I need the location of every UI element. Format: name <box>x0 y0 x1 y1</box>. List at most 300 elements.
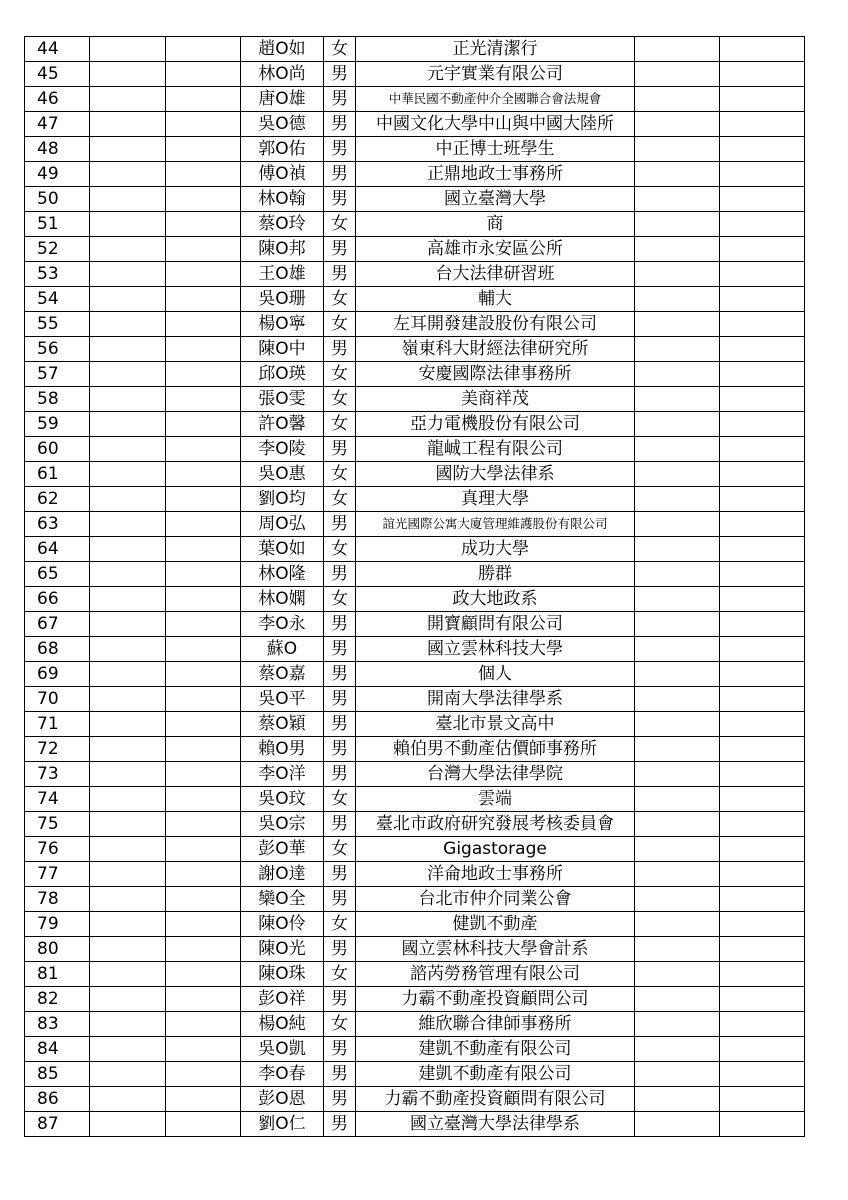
blank-cell <box>720 937 805 962</box>
blank-cell <box>166 762 241 787</box>
blank-cell <box>166 787 241 812</box>
blank-cell <box>720 212 805 237</box>
blank-cell <box>90 62 166 87</box>
blank-cell <box>90 387 166 412</box>
blank-cell <box>90 462 166 487</box>
gender-cell: 女 <box>324 537 356 562</box>
gender-cell: 男 <box>324 137 356 162</box>
name-cell: 張O雯 <box>241 387 324 412</box>
table-row <box>25 87 805 112</box>
blank-cell <box>90 187 166 212</box>
row-number-cell: 78 <box>25 887 90 912</box>
blank-cell <box>166 687 241 712</box>
row-number-cell: 87 <box>25 1112 90 1137</box>
row-number-cell: 79 <box>25 912 90 937</box>
row-number-cell: 66 <box>25 587 90 612</box>
name-cell: 林O尚 <box>241 62 324 87</box>
blank-cell <box>166 1037 241 1062</box>
blank-cell <box>720 912 805 937</box>
organization-cell: 國立臺灣大學 <box>356 187 635 212</box>
blank-cell <box>90 312 166 337</box>
blank-cell <box>635 162 720 187</box>
gender-cell: 男 <box>324 737 356 762</box>
name-cell: 蔡O嘉 <box>241 662 324 687</box>
blank-cell <box>720 887 805 912</box>
gender-cell: 男 <box>324 112 356 137</box>
name-cell: 劉O均 <box>241 487 324 512</box>
organization-cell: 正光清潔行 <box>356 37 635 62</box>
blank-cell <box>720 1012 805 1037</box>
row-number-cell: 81 <box>25 962 90 987</box>
table-row <box>25 262 805 287</box>
blank-cell <box>166 537 241 562</box>
organization-cell: 國立雲林科技大學會計系 <box>356 937 635 962</box>
blank-cell <box>90 637 166 662</box>
name-cell: 陳O珠 <box>241 962 324 987</box>
blank-cell <box>635 187 720 212</box>
blank-cell <box>635 87 720 112</box>
name-cell: 傅O禎 <box>241 162 324 187</box>
blank-cell <box>635 537 720 562</box>
name-cell: 邱O瑛 <box>241 362 324 387</box>
organization-cell: 中國文化大學中山與中國大陸所 <box>356 112 635 137</box>
table-row <box>25 487 805 512</box>
table-row <box>25 912 805 937</box>
name-cell: 陳O中 <box>241 337 324 362</box>
blank-cell <box>166 612 241 637</box>
row-number-cell: 57 <box>25 362 90 387</box>
name-cell: 吳O凱 <box>241 1037 324 1062</box>
blank-cell <box>90 1012 166 1037</box>
table-row <box>25 162 805 187</box>
blank-cell <box>635 937 720 962</box>
gender-cell: 男 <box>324 887 356 912</box>
blank-cell <box>635 912 720 937</box>
row-number-cell: 48 <box>25 137 90 162</box>
organization-cell: 真理大學 <box>356 487 635 512</box>
blank-cell <box>90 987 166 1012</box>
blank-cell <box>166 37 241 62</box>
blank-cell <box>720 812 805 837</box>
organization-cell: Gigastorage <box>356 837 635 862</box>
blank-cell <box>720 1112 805 1137</box>
row-number-cell: 61 <box>25 462 90 487</box>
organization-cell: 勝群 <box>356 562 635 587</box>
blank-cell <box>90 512 166 537</box>
table-row <box>25 1087 805 1112</box>
table-row <box>25 762 805 787</box>
row-number-cell: 76 <box>25 837 90 862</box>
row-number-cell: 49 <box>25 162 90 187</box>
row-number-cell: 82 <box>25 987 90 1012</box>
blank-cell <box>720 712 805 737</box>
name-cell: 彭O恩 <box>241 1087 324 1112</box>
blank-cell <box>635 837 720 862</box>
table-row <box>25 237 805 262</box>
organization-cell: 亞力電機股份有限公司 <box>356 412 635 437</box>
organization-cell: 誼光國際公寓大廈管理維護股份有限公司 <box>356 512 635 537</box>
organization-cell: 台北市仲介同業公會 <box>356 887 635 912</box>
gender-cell: 女 <box>324 37 356 62</box>
blank-cell <box>720 1062 805 1087</box>
organization-cell: 龍峸工程有限公司 <box>356 437 635 462</box>
organization-cell: 臺北市政府研究發展考核委員會 <box>356 812 635 837</box>
blank-cell <box>166 1087 241 1112</box>
row-number-cell: 45 <box>25 62 90 87</box>
blank-cell <box>166 287 241 312</box>
blank-cell <box>635 1062 720 1087</box>
organization-cell: 元宇實業有限公司 <box>356 62 635 87</box>
table-row <box>25 712 805 737</box>
name-cell: 陳O邦 <box>241 237 324 262</box>
row-number-cell: 46 <box>25 87 90 112</box>
organization-cell: 政大地政系 <box>356 587 635 612</box>
blank-cell <box>90 362 166 387</box>
blank-cell <box>166 512 241 537</box>
blank-cell <box>166 1112 241 1137</box>
table-row <box>25 837 805 862</box>
blank-cell <box>90 962 166 987</box>
table-row <box>25 687 805 712</box>
organization-cell: 正鼎地政士事務所 <box>356 162 635 187</box>
blank-cell <box>90 112 166 137</box>
blank-cell <box>90 337 166 362</box>
blank-cell <box>635 487 720 512</box>
blank-cell <box>90 687 166 712</box>
blank-cell <box>90 837 166 862</box>
blank-cell <box>90 37 166 62</box>
organization-cell: 維欣聯合律師事務所 <box>356 1012 635 1037</box>
gender-cell: 女 <box>324 487 356 512</box>
blank-cell <box>635 987 720 1012</box>
table-row <box>25 1012 805 1037</box>
blank-cell <box>720 737 805 762</box>
blank-cell <box>635 787 720 812</box>
table-row <box>25 562 805 587</box>
organization-cell: 中正博士班學生 <box>356 137 635 162</box>
table-row <box>25 637 805 662</box>
row-number-cell: 63 <box>25 512 90 537</box>
blank-cell <box>166 312 241 337</box>
blank-cell <box>635 1037 720 1062</box>
row-number-cell: 72 <box>25 737 90 762</box>
row-number-cell: 84 <box>25 1037 90 1062</box>
blank-cell <box>90 887 166 912</box>
blank-cell <box>90 287 166 312</box>
blank-cell <box>90 562 166 587</box>
name-cell: 吳O德 <box>241 112 324 137</box>
blank-cell <box>166 187 241 212</box>
name-cell: 李O永 <box>241 612 324 637</box>
row-number-cell: 77 <box>25 862 90 887</box>
blank-cell <box>166 562 241 587</box>
gender-cell: 女 <box>324 412 356 437</box>
row-number-cell: 73 <box>25 762 90 787</box>
gender-cell: 男 <box>324 1037 356 1062</box>
blank-cell <box>720 237 805 262</box>
blank-cell <box>166 887 241 912</box>
organization-cell: 國防大學法律系 <box>356 462 635 487</box>
blank-cell <box>90 737 166 762</box>
name-cell: 吳O平 <box>241 687 324 712</box>
gender-cell: 男 <box>324 337 356 362</box>
blank-cell <box>635 62 720 87</box>
blank-cell <box>720 462 805 487</box>
row-number-cell: 44 <box>25 37 90 62</box>
blank-cell <box>635 962 720 987</box>
name-cell: 彭O華 <box>241 837 324 862</box>
row-number-cell: 67 <box>25 612 90 637</box>
blank-cell <box>166 962 241 987</box>
table-row <box>25 937 805 962</box>
blank-cell <box>166 1012 241 1037</box>
blank-cell <box>635 1087 720 1112</box>
gender-cell: 男 <box>324 987 356 1012</box>
organization-cell: 中華民國不動產仲介全國聯合會法規會 <box>356 87 635 112</box>
table-row <box>25 112 805 137</box>
table-row <box>25 1112 805 1137</box>
gender-cell: 男 <box>324 237 356 262</box>
table-row <box>25 187 805 212</box>
name-cell: 蔡O玲 <box>241 212 324 237</box>
gender-cell: 女 <box>324 912 356 937</box>
table-row <box>25 812 805 837</box>
table-row <box>25 987 805 1012</box>
blank-cell <box>635 587 720 612</box>
row-number-cell: 86 <box>25 1087 90 1112</box>
organization-cell: 國立雲林科技大學 <box>356 637 635 662</box>
blank-cell <box>720 187 805 212</box>
blank-cell <box>90 262 166 287</box>
blank-cell <box>635 437 720 462</box>
blank-cell <box>166 437 241 462</box>
gender-cell: 女 <box>324 287 356 312</box>
organization-cell: 商 <box>356 212 635 237</box>
blank-cell <box>166 987 241 1012</box>
organization-cell: 建凱不動產有限公司 <box>356 1037 635 1062</box>
blank-cell <box>720 862 805 887</box>
blank-cell <box>635 337 720 362</box>
name-cell: 劉O仁 <box>241 1112 324 1137</box>
row-number-cell: 85 <box>25 1062 90 1087</box>
organization-cell: 開寶顧問有限公司 <box>356 612 635 637</box>
name-cell: 楊O寧 <box>241 312 324 337</box>
name-cell: 李O陵 <box>241 437 324 462</box>
blank-cell <box>90 812 166 837</box>
blank-cell <box>166 162 241 187</box>
blank-cell <box>720 337 805 362</box>
blank-cell <box>166 912 241 937</box>
organization-cell: 健凱不動產 <box>356 912 635 937</box>
blank-cell <box>166 712 241 737</box>
blank-cell <box>720 637 805 662</box>
blank-cell <box>635 287 720 312</box>
organization-cell: 成功大學 <box>356 537 635 562</box>
organization-cell: 諮芮勞務管理有限公司 <box>356 962 635 987</box>
row-number-cell: 59 <box>25 412 90 437</box>
blank-cell <box>166 637 241 662</box>
organization-cell: 洋侖地政士事務所 <box>356 862 635 887</box>
blank-cell <box>720 1037 805 1062</box>
organization-cell: 建凱不動產有限公司 <box>356 1062 635 1087</box>
blank-cell <box>720 487 805 512</box>
table-row <box>25 737 805 762</box>
blank-cell <box>635 512 720 537</box>
row-number-cell: 56 <box>25 337 90 362</box>
gender-cell: 男 <box>324 687 356 712</box>
name-cell: 吳O玟 <box>241 787 324 812</box>
blank-cell <box>720 662 805 687</box>
name-cell: 謝O達 <box>241 862 324 887</box>
organization-cell: 嶺東科大財經法律研究所 <box>356 337 635 362</box>
gender-cell: 女 <box>324 387 356 412</box>
organization-cell: 安慶國際法律事務所 <box>356 362 635 387</box>
blank-cell <box>90 1112 166 1137</box>
blank-cell <box>635 612 720 637</box>
blank-cell <box>635 112 720 137</box>
blank-cell <box>90 237 166 262</box>
organization-cell: 個人 <box>356 662 635 687</box>
blank-cell <box>720 287 805 312</box>
blank-cell <box>720 787 805 812</box>
organization-cell: 美商祥茂 <box>356 387 635 412</box>
blank-cell <box>90 487 166 512</box>
row-number-cell: 69 <box>25 662 90 687</box>
name-cell: 許O馨 <box>241 412 324 437</box>
name-cell: 唐O雄 <box>241 87 324 112</box>
blank-cell <box>166 87 241 112</box>
organization-cell: 高雄市永安區公所 <box>356 237 635 262</box>
blank-cell <box>635 812 720 837</box>
table-row <box>25 537 805 562</box>
name-cell: 李O春 <box>241 1062 324 1087</box>
gender-cell: 男 <box>324 1062 356 1087</box>
gender-cell: 女 <box>324 462 356 487</box>
organization-cell: 臺北市景文高中 <box>356 712 635 737</box>
blank-cell <box>166 212 241 237</box>
blank-cell <box>635 1012 720 1037</box>
blank-cell <box>720 987 805 1012</box>
gender-cell: 男 <box>324 862 356 887</box>
name-cell: 陳O光 <box>241 937 324 962</box>
name-cell: 陳O伶 <box>241 912 324 937</box>
blank-cell <box>166 487 241 512</box>
blank-cell <box>166 662 241 687</box>
blank-cell <box>720 512 805 537</box>
organization-cell: 國立臺灣大學法律學系 <box>356 1112 635 1137</box>
blank-cell <box>90 587 166 612</box>
name-cell: 林O隆 <box>241 562 324 587</box>
gender-cell: 女 <box>324 1012 356 1037</box>
blank-cell <box>635 387 720 412</box>
gender-cell: 女 <box>324 587 356 612</box>
name-cell: 林O嫻 <box>241 587 324 612</box>
blank-cell <box>720 537 805 562</box>
blank-cell <box>720 587 805 612</box>
table-row <box>25 337 805 362</box>
name-cell: 李O洋 <box>241 762 324 787</box>
blank-cell <box>635 662 720 687</box>
name-cell: 欒O全 <box>241 887 324 912</box>
blank-cell <box>166 837 241 862</box>
gender-cell: 男 <box>324 937 356 962</box>
blank-cell <box>720 262 805 287</box>
organization-cell: 賴伯男不動產估價師事務所 <box>356 737 635 762</box>
gender-cell: 女 <box>324 212 356 237</box>
gender-cell: 女 <box>324 787 356 812</box>
row-number-cell: 52 <box>25 237 90 262</box>
blank-cell <box>720 37 805 62</box>
table-row <box>25 37 805 62</box>
gender-cell: 男 <box>324 1112 356 1137</box>
blank-cell <box>90 612 166 637</box>
gender-cell: 男 <box>324 437 356 462</box>
table-row <box>25 312 805 337</box>
blank-cell <box>90 662 166 687</box>
gender-cell: 男 <box>324 762 356 787</box>
blank-cell <box>90 937 166 962</box>
row-number-cell: 83 <box>25 1012 90 1037</box>
table-row <box>25 787 805 812</box>
table-row <box>25 362 805 387</box>
gender-cell: 男 <box>324 187 356 212</box>
blank-cell <box>166 737 241 762</box>
blank-cell <box>635 637 720 662</box>
blank-cell <box>635 237 720 262</box>
blank-cell <box>166 462 241 487</box>
blank-cell <box>166 812 241 837</box>
blank-cell <box>90 787 166 812</box>
participant-table-body <box>25 37 805 1137</box>
row-number-cell: 62 <box>25 487 90 512</box>
blank-cell <box>635 412 720 437</box>
blank-cell <box>166 362 241 387</box>
gender-cell: 女 <box>324 362 356 387</box>
blank-cell <box>635 37 720 62</box>
table-row <box>25 887 805 912</box>
table-row <box>25 862 805 887</box>
gender-cell: 男 <box>324 562 356 587</box>
row-number-cell: 47 <box>25 112 90 137</box>
blank-cell <box>90 862 166 887</box>
organization-cell: 開南大學法律學系 <box>356 687 635 712</box>
organization-cell: 台灣大學法律學院 <box>356 762 635 787</box>
gender-cell: 男 <box>324 512 356 537</box>
blank-cell <box>720 387 805 412</box>
blank-cell <box>166 587 241 612</box>
name-cell: 賴O男 <box>241 737 324 762</box>
blank-cell <box>635 462 720 487</box>
blank-cell <box>90 537 166 562</box>
blank-cell <box>166 862 241 887</box>
gender-cell: 女 <box>324 837 356 862</box>
gender-cell: 男 <box>324 262 356 287</box>
row-number-cell: 58 <box>25 387 90 412</box>
blank-cell <box>90 1037 166 1062</box>
blank-cell <box>90 712 166 737</box>
blank-cell <box>90 212 166 237</box>
blank-cell <box>635 312 720 337</box>
blank-cell <box>166 262 241 287</box>
blank-cell <box>166 412 241 437</box>
blank-cell <box>720 437 805 462</box>
blank-cell <box>635 762 720 787</box>
table-row <box>25 437 805 462</box>
gender-cell: 男 <box>324 1087 356 1112</box>
gender-cell: 男 <box>324 637 356 662</box>
blank-cell <box>635 362 720 387</box>
name-cell: 郭O佑 <box>241 137 324 162</box>
